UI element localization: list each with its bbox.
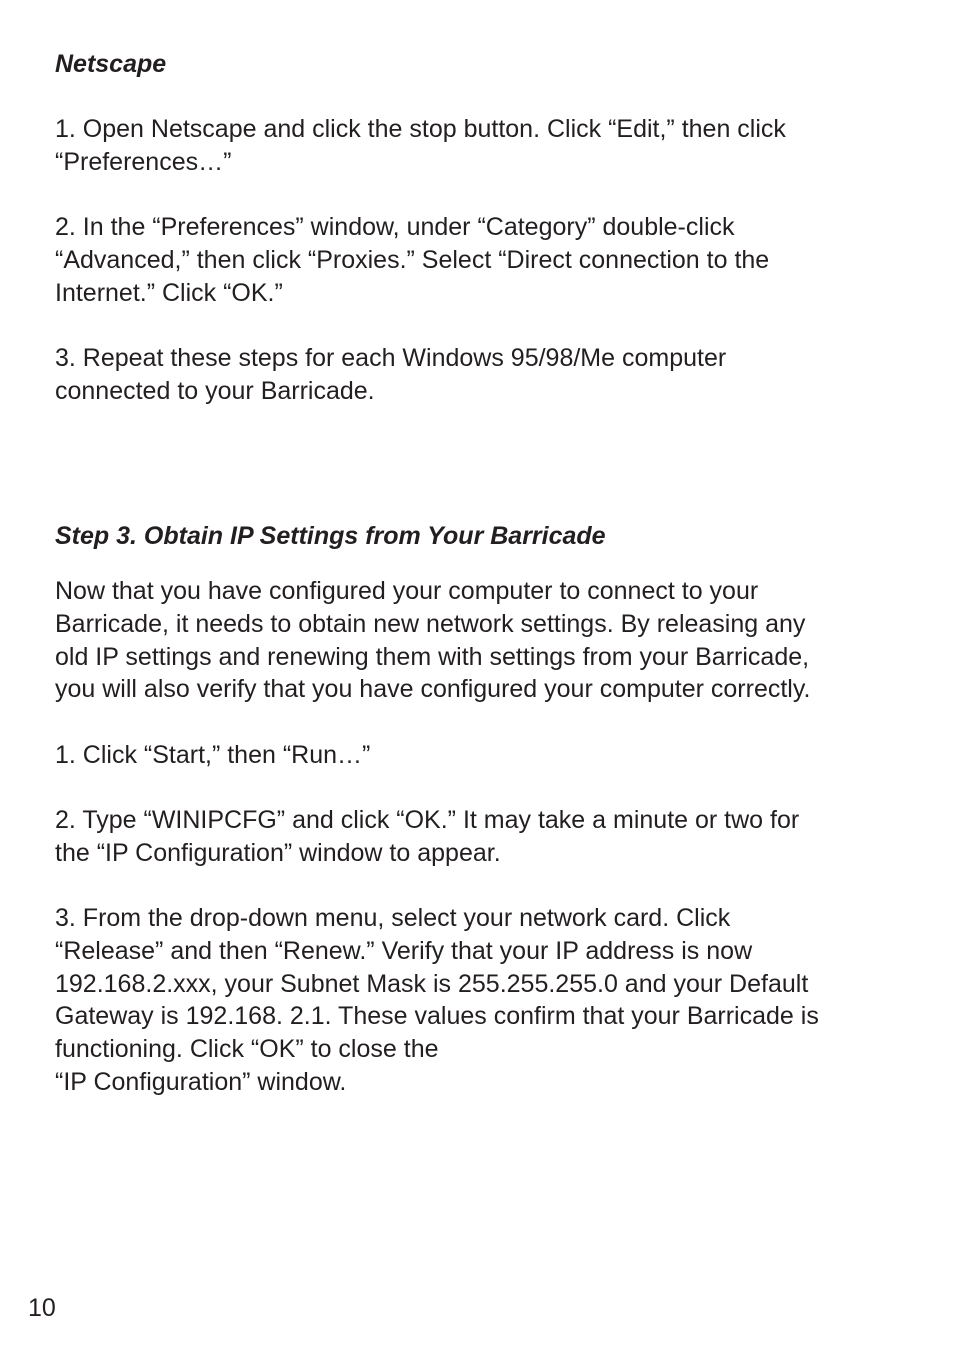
step3-step-2: 2. Type “WINIPCFG” and click “OK.” It may take a minute or two for the “IP Configuration” window to appear.: [55, 806, 800, 867]
spacer: [55, 309, 915, 342]
spacer: [55, 178, 915, 211]
step3-intro: Now that you have configured your computer to connect to your Barricade, it needs to obtain new network settings. By releasing any old IP settings and renewing them with settings from your Barricade, you will also verify that you have configured your computer correctly.: [55, 577, 811, 704]
spacer: [55, 407, 915, 520]
step3-heading: Step 3. Obtain IP Settings from Your Barricade: [55, 522, 606, 551]
step3-step-3: 3. From the drop-down menu, select your network card. Click “Release” and then “Renew.” Verify that your IP address is now 192.168.2.xxx, your Subnet Mask is 255.255.255.0 and your Default Gateway is 192.168. 2.1. These values confirm that your Barricade is functioning. Click “OK” to close the “IP Configuration” window.: [55, 904, 819, 1096]
netscape-heading: Netscape: [55, 50, 167, 78]
netscape-step-2: 2. In the “Preferences” window, under “Category” double-click “Advanced,” then click “Proxies.” Select “Direct connection to the Internet.” Click “OK.”: [55, 213, 770, 307]
netscape-step-3: 3. Repeat these steps for each Windows 95/98/Me computer connected to your Barricade.: [55, 343, 727, 405]
spacer: [55, 772, 915, 805]
page-content: [55, 48, 915, 1099]
spacer: [55, 81, 915, 113]
spacer: [55, 706, 915, 739]
step3-step-1: 1. Click “Start,” then “Run…”: [55, 740, 371, 769]
spacer: [55, 870, 915, 903]
spacer: [55, 553, 915, 575]
page-number: 10: [28, 1294, 56, 1322]
netscape-step-1: 1. Open Netscape and click the stop button. Click “Edit,” then click “Preferences…”: [55, 115, 786, 176]
